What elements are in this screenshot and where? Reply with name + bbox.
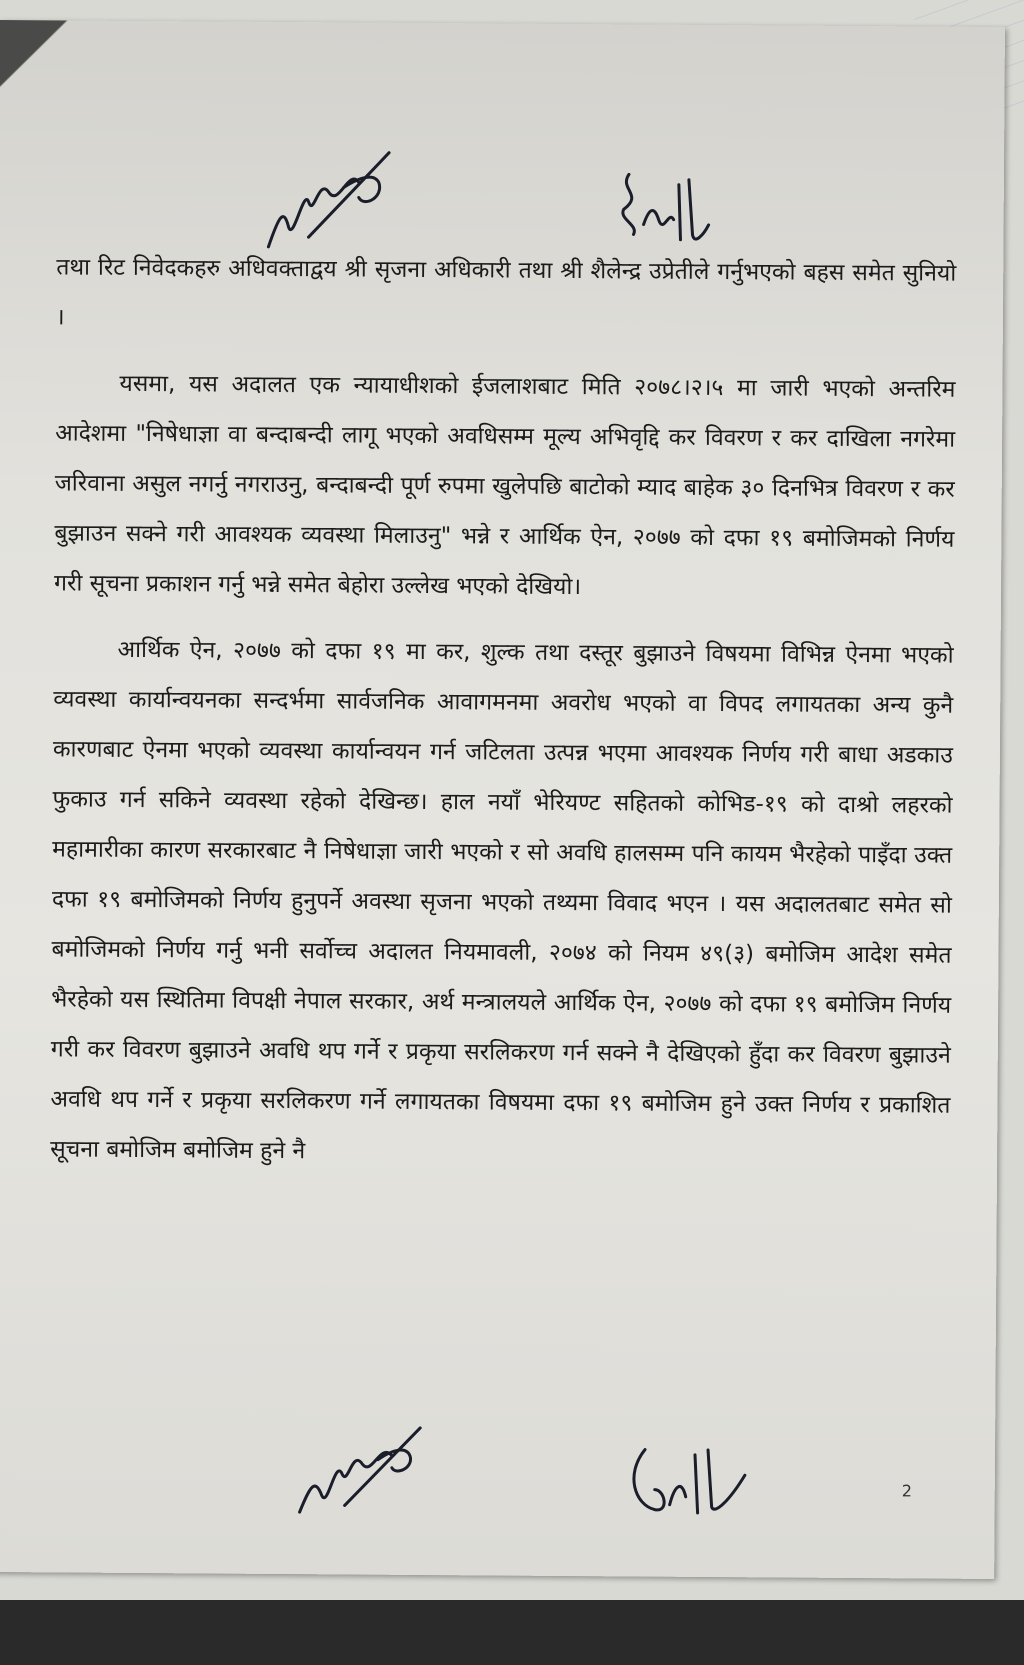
page-number: 2 bbox=[901, 1481, 913, 1501]
document-page bbox=[0, 20, 1005, 1579]
folded-corner bbox=[0, 20, 120, 121]
paragraph-2: आर्थिक ऐन, २०७७ को दफा १९ मा कर, शुल्क तथा दस्तूर बुझाउने विषयमा विभिन्न ऐनमा भएको व्यवस्था कार्यान्वयनका सन्दर्भमा सार्वजनिक आवागमनमा अवरोध भएको वा विपद लगायतका अन्य कुनै कारणबाट ऐनमा भएको व्यवस्था कार्यान्वयन गर्न जटिलता उत्पन्न भएमा आवश्यक निर्णय गरी बाधा अडकाउ फुकाउ गर्न सकिने व्यवस्था रहेको देखिन्छ। हाल नयाँ भेरियण्ट सहितको कोभिड-१९ को दाश्रो लहरको महामारीका कारण सरकारबाट नै निषेधाज्ञा जारी भएको र सो अवधि हालसम्म पनि कायम भैरहेको पाइँदा उक्त दफा १९ बमोजिमको निर्णय हुनुपर्ने अवस्था सृजना भएको तथ्यमा विवाद भएन । यस अदालतबाट समेत सो बमोजिमको निर्णय गर्नु भनी सर्वोच्च अदालत नियमावली, २०७४ को नियम ४९(३) बमोजिम आदेश समेत भैरहेको यस स्थितिमा विपक्षी नेपाल सरकार, अर्थ मन्त्रालयले आर्थिक ऐन, २०७७ को दफा १९ बमोजिम निर्णय गरी कर विवरण बुझाउने अवधि थप गर्ने र प्रकृया सरलिकरण गर्न सक्ने नै देखिएको हुँदा कर विवरण बुझाउने अवधि थप गर्ने र प्रकृया सरलिकरण गर्ने लगायतका विषयमा दफा १९ बमोजिम हुने उक्त निर्णय र प्रकाशित सूचना बमोजिम बमोजिम हुने नै bbox=[50, 636, 954, 1165]
signature-bottom-right bbox=[620, 1434, 761, 1525]
document-body bbox=[50, 242, 956, 1180]
paragraph-1: यसमा, यस अदालत एक न्यायाधीशको ईजलाशबाट मिति २०७८।२।५ मा जारी भएको अन्तरिम आदेशमा "निषेधाज्ञा वा बन्दाबन्दी लागू भएको अवधिसम्म मूल्य अभिवृद्दि कर विवरण र कर दाखिला नगरेमा जरिवाना असुल नगर्नु नगराउनु, बन्दाबन्दी पूर्ण रुपमा खुलेपछि बाटोको म्याद बाहेक ३० दिनभित्र विवरण र कर बुझाउन सक्ने गरी आवश्यक व्यवस्था मिलाउनु" भन्ने र आर्थिक ऐन, २०७७ को दफा १९ बमोजिमको निर्णय गरी सूचना प्रकाशन गर्नु भन्ने समेत बेहोरा उल्लेख भएको देखियो। bbox=[53, 370, 956, 601]
intro-paragraph: तथा रिट निवेदकहरु अधिवक्ताद्वय श्री सृजना अधिकारी तथा श्री शैलेन्द्र उप्रेतीले गर्नुभएको बहस समेत सुनियो । bbox=[55, 254, 957, 331]
signature-bottom-left bbox=[279, 1417, 430, 1528]
